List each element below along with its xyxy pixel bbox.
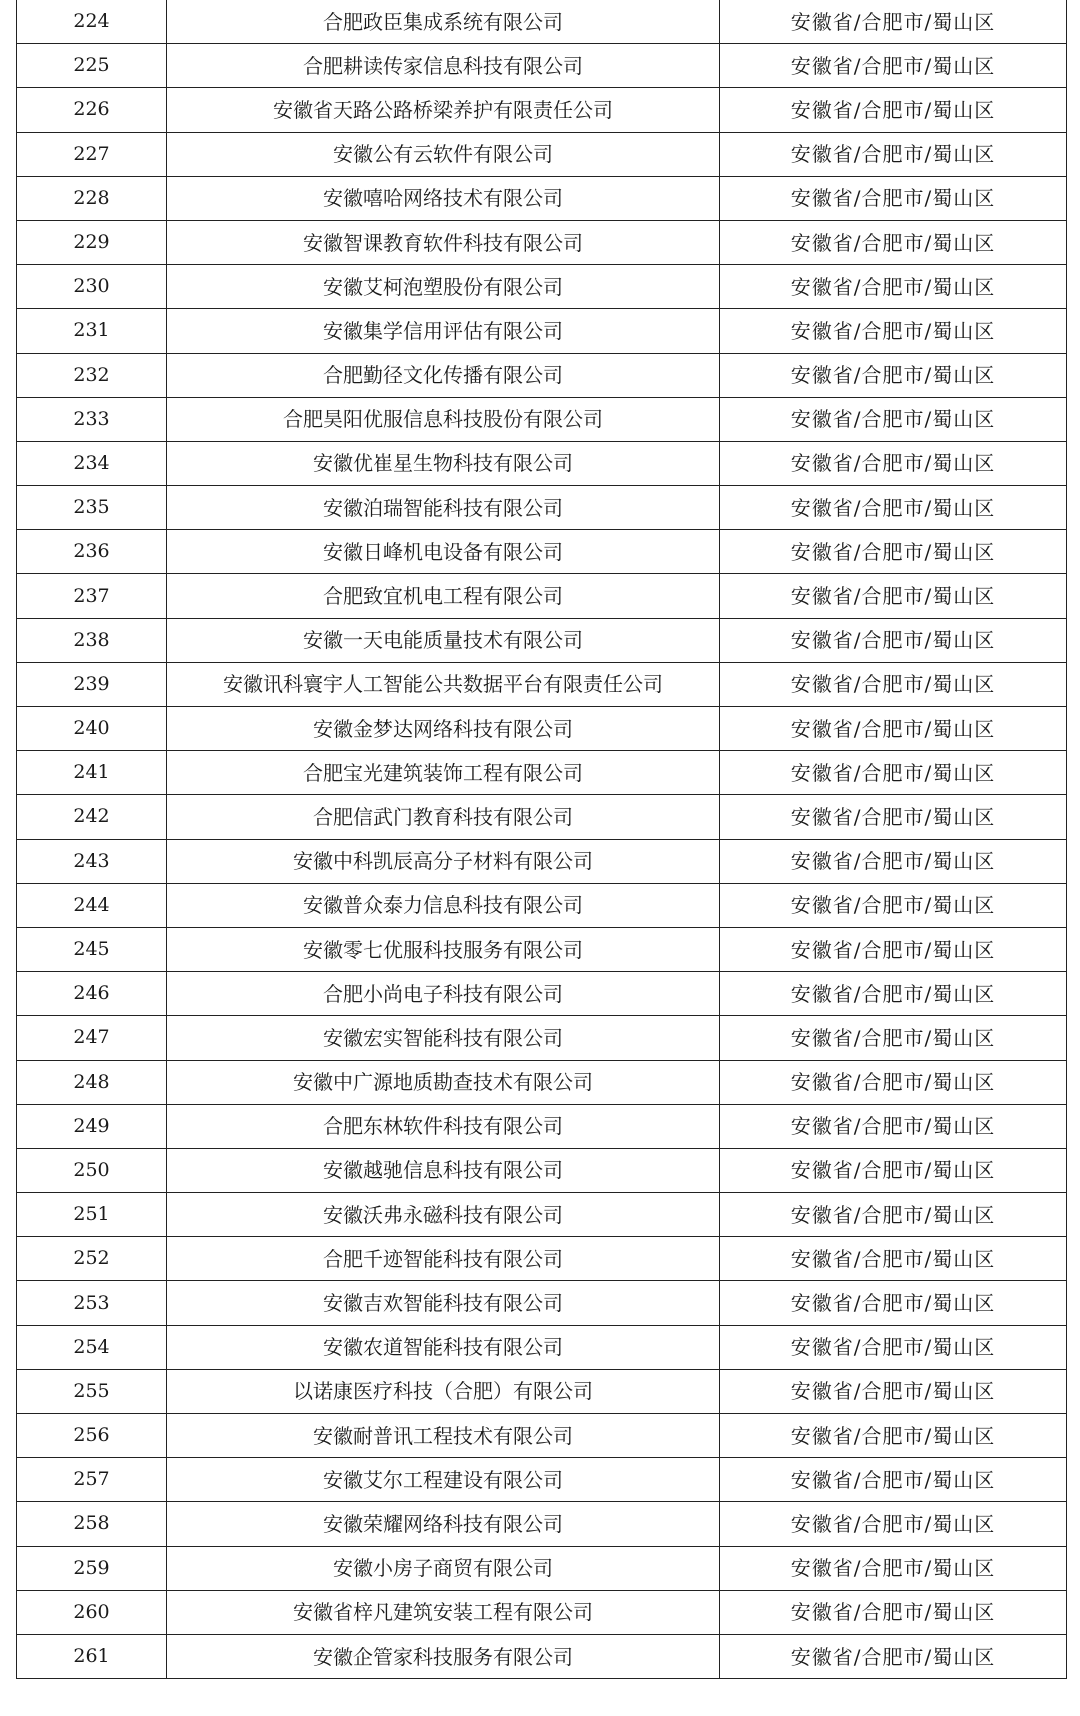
table-row: [17, 397, 1067, 441]
region-cell: 安徽省/合肥市/蜀山区: [720, 1414, 1067, 1458]
table-row: [17, 1193, 1067, 1237]
company-name-cell: 合肥小尚电子科技有限公司: [167, 972, 720, 1016]
row-number-cell: 258: [17, 1502, 167, 1546]
table-row: [17, 353, 1067, 397]
table-row: [17, 1016, 1067, 1060]
table-row: [17, 707, 1067, 751]
row-number-cell: 224: [17, 0, 167, 44]
row-number-cell: 248: [17, 1060, 167, 1104]
table-row: [17, 1325, 1067, 1369]
region-cell: 安徽省/合肥市/蜀山区: [720, 1281, 1067, 1325]
table-row: [17, 1502, 1067, 1546]
table-row: [17, 220, 1067, 264]
region-cell: 安徽省/合肥市/蜀山区: [720, 1502, 1067, 1546]
company-name-cell: 安徽耐普讯工程技术有限公司: [167, 1414, 720, 1458]
row-number-cell: 260: [17, 1590, 167, 1634]
region-cell: 安徽省/合肥市/蜀山区: [720, 883, 1067, 927]
table-row: [17, 1060, 1067, 1104]
row-number-cell: 251: [17, 1193, 167, 1237]
row-number-cell: 235: [17, 486, 167, 530]
table-row: [17, 618, 1067, 662]
region-cell: 安徽省/合肥市/蜀山区: [720, 707, 1067, 751]
company-name-cell: 安徽零七优服科技服务有限公司: [167, 927, 720, 971]
row-number-cell: 241: [17, 751, 167, 795]
region-cell: 安徽省/合肥市/蜀山区: [720, 839, 1067, 883]
table-row: [17, 574, 1067, 618]
table-row: [17, 1590, 1067, 1634]
region-cell: 安徽省/合肥市/蜀山区: [720, 88, 1067, 132]
row-number-cell: 227: [17, 132, 167, 176]
table-row: [17, 1104, 1067, 1148]
row-number-cell: 247: [17, 1016, 167, 1060]
region-cell: 安徽省/合肥市/蜀山区: [720, 1237, 1067, 1281]
row-number-cell: 256: [17, 1414, 167, 1458]
company-name-cell: 合肥勤径文化传播有限公司: [167, 353, 720, 397]
row-number-cell: 237: [17, 574, 167, 618]
region-cell: 安徽省/合肥市/蜀山区: [720, 751, 1067, 795]
row-number-cell: 228: [17, 176, 167, 220]
row-number-cell: 249: [17, 1104, 167, 1148]
row-number-cell: 243: [17, 839, 167, 883]
table-row: [17, 927, 1067, 971]
row-number-cell: 234: [17, 441, 167, 485]
table-row: [17, 883, 1067, 927]
row-number-cell: 259: [17, 1546, 167, 1590]
company-name-cell: 安徽金梦达网络科技有限公司: [167, 707, 720, 751]
company-name-cell: 安徽公有云软件有限公司: [167, 132, 720, 176]
table-row: [17, 88, 1067, 132]
company-name-cell: 安徽艾尔工程建设有限公司: [167, 1458, 720, 1502]
company-name-cell: 安徽嘻哈网络技术有限公司: [167, 176, 720, 220]
table-row: [17, 662, 1067, 706]
region-cell: 安徽省/合肥市/蜀山区: [720, 309, 1067, 353]
table-row: [17, 751, 1067, 795]
row-number-cell: 236: [17, 530, 167, 574]
company-name-cell: 安徽省梓凡建筑安装工程有限公司: [167, 1590, 720, 1634]
company-name-cell: 合肥耕读传家信息科技有限公司: [167, 44, 720, 88]
region-cell: 安徽省/合肥市/蜀山区: [720, 1104, 1067, 1148]
row-number-cell: 246: [17, 972, 167, 1016]
company-name-cell: 安徽小房子商贸有限公司: [167, 1546, 720, 1590]
row-number-cell: 250: [17, 1148, 167, 1192]
row-number-cell: 257: [17, 1458, 167, 1502]
row-number-cell: 225: [17, 44, 167, 88]
region-cell: 安徽省/合肥市/蜀山区: [720, 972, 1067, 1016]
region-cell: 安徽省/合肥市/蜀山区: [720, 1458, 1067, 1502]
row-number-cell: 240: [17, 707, 167, 751]
region-cell: 安徽省/合肥市/蜀山区: [720, 132, 1067, 176]
region-cell: 安徽省/合肥市/蜀山区: [720, 1546, 1067, 1590]
company-name-cell: 安徽讯科寰宇人工智能公共数据平台有限责任公司: [167, 662, 720, 706]
row-number-cell: 232: [17, 353, 167, 397]
region-cell: 安徽省/合肥市/蜀山区: [720, 441, 1067, 485]
company-name-cell: 合肥致宜机电工程有限公司: [167, 574, 720, 618]
company-name-cell: 安徽沃弗永磁科技有限公司: [167, 1193, 720, 1237]
company-name-cell: 安徽农道智能科技有限公司: [167, 1325, 720, 1369]
region-cell: 安徽省/合肥市/蜀山区: [720, 397, 1067, 441]
table-row: [17, 309, 1067, 353]
company-list-table: [16, 0, 1067, 1679]
region-cell: 安徽省/合肥市/蜀山区: [720, 1148, 1067, 1192]
company-name-cell: 以诺康医疗科技（合肥）有限公司: [167, 1369, 720, 1413]
table-row: [17, 176, 1067, 220]
region-cell: 安徽省/合肥市/蜀山区: [720, 1193, 1067, 1237]
table-row: [17, 1369, 1067, 1413]
row-number-cell: 238: [17, 618, 167, 662]
row-number-cell: 261: [17, 1634, 167, 1678]
table-row: [17, 132, 1067, 176]
region-cell: 安徽省/合肥市/蜀山区: [720, 486, 1067, 530]
company-name-cell: 安徽艾柯泡塑股份有限公司: [167, 265, 720, 309]
row-number-cell: 226: [17, 88, 167, 132]
row-number-cell: 231: [17, 309, 167, 353]
company-name-cell: 安徽宏实智能科技有限公司: [167, 1016, 720, 1060]
region-cell: 安徽省/合肥市/蜀山区: [720, 574, 1067, 618]
company-name-cell: 安徽一天电能质量技术有限公司: [167, 618, 720, 662]
company-name-cell: 合肥宝光建筑装饰工程有限公司: [167, 751, 720, 795]
table-row: [17, 44, 1067, 88]
region-cell: 安徽省/合肥市/蜀山区: [720, 176, 1067, 220]
table-row: [17, 1634, 1067, 1678]
region-cell: 安徽省/合肥市/蜀山区: [720, 618, 1067, 662]
region-cell: 安徽省/合肥市/蜀山区: [720, 795, 1067, 839]
table-row: [17, 1148, 1067, 1192]
region-cell: 安徽省/合肥市/蜀山区: [720, 1325, 1067, 1369]
company-name-cell: 合肥政臣集成系统有限公司: [167, 0, 720, 44]
company-name-cell: 合肥东林软件科技有限公司: [167, 1104, 720, 1148]
table-row: [17, 972, 1067, 1016]
row-number-cell: 245: [17, 927, 167, 971]
company-name-cell: 安徽荣耀网络科技有限公司: [167, 1502, 720, 1546]
company-name-cell: 安徽优崔星生物科技有限公司: [167, 441, 720, 485]
row-number-cell: 233: [17, 397, 167, 441]
company-name-cell: 安徽集学信用评估有限公司: [167, 309, 720, 353]
table-row: [17, 265, 1067, 309]
company-name-cell: 安徽中科凯辰高分子材料有限公司: [167, 839, 720, 883]
row-number-cell: 242: [17, 795, 167, 839]
region-cell: 安徽省/合肥市/蜀山区: [720, 662, 1067, 706]
company-name-cell: 安徽日峰机电设备有限公司: [167, 530, 720, 574]
table-row: [17, 486, 1067, 530]
table-row: [17, 441, 1067, 485]
company-list-body: [17, 0, 1067, 1679]
region-cell: 安徽省/合肥市/蜀山区: [720, 927, 1067, 971]
company-name-cell: 合肥千迹智能科技有限公司: [167, 1237, 720, 1281]
row-number-cell: 253: [17, 1281, 167, 1325]
table-row: [17, 1281, 1067, 1325]
company-name-cell: 安徽普众泰力信息科技有限公司: [167, 883, 720, 927]
region-cell: 安徽省/合肥市/蜀山区: [720, 220, 1067, 264]
row-number-cell: 229: [17, 220, 167, 264]
table-row: [17, 839, 1067, 883]
company-name-cell: 安徽企管家科技服务有限公司: [167, 1634, 720, 1678]
region-cell: 安徽省/合肥市/蜀山区: [720, 1634, 1067, 1678]
company-name-cell: 安徽省天路公路桥梁养护有限责任公司: [167, 88, 720, 132]
table-row: [17, 530, 1067, 574]
company-name-cell: 合肥信武门教育科技有限公司: [167, 795, 720, 839]
row-number-cell: 244: [17, 883, 167, 927]
region-cell: 安徽省/合肥市/蜀山区: [720, 1369, 1067, 1413]
table-row: [17, 1414, 1067, 1458]
company-name-cell: 安徽中广源地质勘查技术有限公司: [167, 1060, 720, 1104]
company-name-cell: 合肥昊阳优服信息科技股份有限公司: [167, 397, 720, 441]
region-cell: 安徽省/合肥市/蜀山区: [720, 265, 1067, 309]
region-cell: 安徽省/合肥市/蜀山区: [720, 1060, 1067, 1104]
region-cell: 安徽省/合肥市/蜀山区: [720, 1590, 1067, 1634]
row-number-cell: 230: [17, 265, 167, 309]
company-name-cell: 安徽智课教育软件科技有限公司: [167, 220, 720, 264]
company-name-cell: 安徽越驰信息科技有限公司: [167, 1148, 720, 1192]
company-name-cell: 安徽吉欢智能科技有限公司: [167, 1281, 720, 1325]
region-cell: 安徽省/合肥市/蜀山区: [720, 353, 1067, 397]
table-row: [17, 0, 1067, 44]
table-row: [17, 1546, 1067, 1590]
row-number-cell: 239: [17, 662, 167, 706]
row-number-cell: 254: [17, 1325, 167, 1369]
region-cell: 安徽省/合肥市/蜀山区: [720, 530, 1067, 574]
table-row: [17, 1458, 1067, 1502]
row-number-cell: 255: [17, 1369, 167, 1413]
table-row: [17, 795, 1067, 839]
company-name-cell: 安徽泊瑞智能科技有限公司: [167, 486, 720, 530]
region-cell: 安徽省/合肥市/蜀山区: [720, 44, 1067, 88]
region-cell: 安徽省/合肥市/蜀山区: [720, 0, 1067, 44]
row-number-cell: 252: [17, 1237, 167, 1281]
region-cell: 安徽省/合肥市/蜀山区: [720, 1016, 1067, 1060]
table-row: [17, 1237, 1067, 1281]
